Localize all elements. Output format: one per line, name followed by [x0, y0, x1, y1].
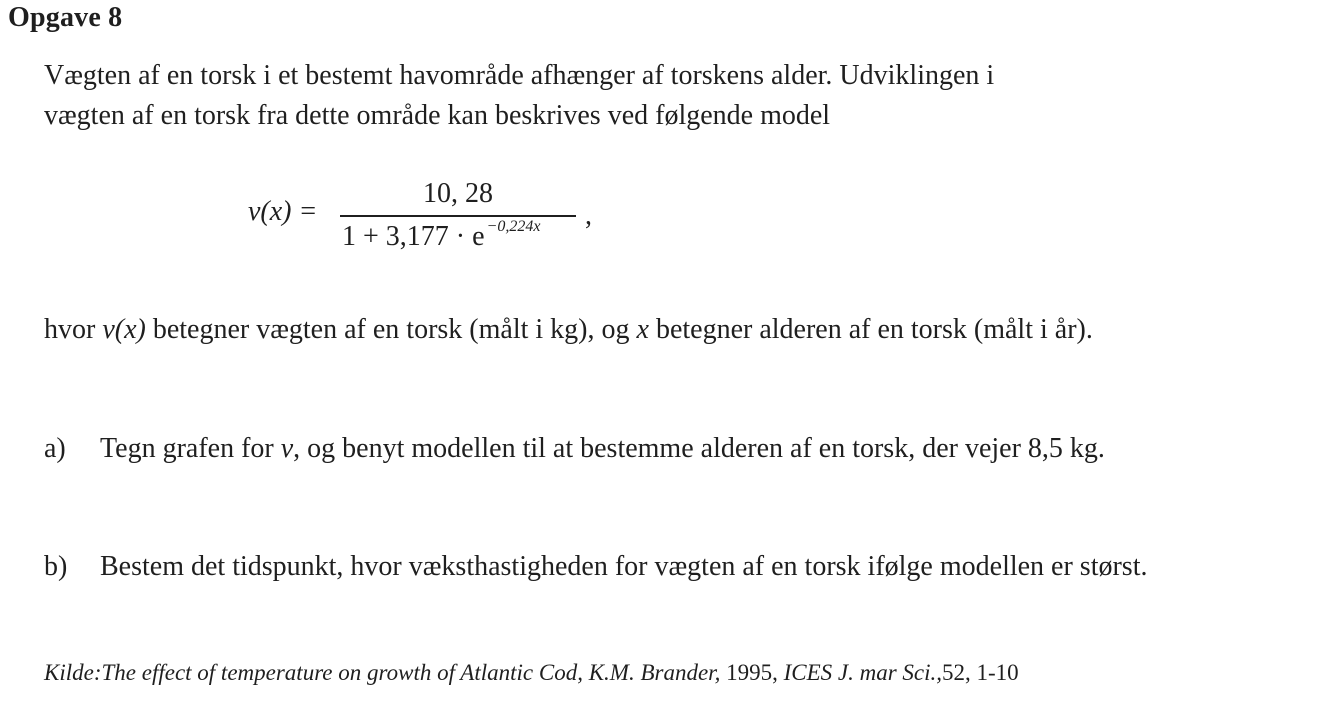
fraction-bar [340, 215, 576, 217]
source-volume: 52, 1-10 [942, 660, 1019, 685]
denominator-base: 1 + 3,177 · e [342, 221, 485, 252]
explanation-paragraph [44, 310, 1304, 350]
explanation-var-x: x [636, 314, 649, 345]
source-citation [44, 660, 1019, 686]
formula-trailing-comma: , [585, 200, 592, 231]
question-a-marker: a) [44, 433, 66, 464]
explanation-text-2: betegner vægten af en torsk (målt i kg), og [145, 314, 637, 345]
formula-lhs: v(x) = [248, 196, 318, 227]
source-journal: ICES J. mar Sci., [783, 660, 942, 685]
intro-line-2: vægten af en torsk fra dette område kan beskrives ved følgende model [44, 100, 831, 131]
formula-denominator [342, 218, 541, 253]
source-year: 1995, [720, 660, 784, 685]
denominator-exponent: −0,224x [486, 218, 541, 235]
question-b-marker: b) [44, 551, 68, 582]
formula-numerator: 10, 28 [423, 178, 493, 209]
intro-line-1: Vægten af en torsk i et bestemt havområde afhænger af torskens alder. Udviklingen i [44, 60, 995, 91]
explanation-text-3: betegner alderen af en torsk (målt i år). [648, 314, 1093, 345]
explanation-var-v: v(x) [102, 314, 146, 345]
intro-paragraph [44, 56, 994, 136]
task-heading: Opgave 8 [8, 2, 123, 33]
explanation-text-1: hvor [44, 314, 103, 345]
source-title: The effect of temperature on growth of Atlantic Cod, K.M. Brander, [101, 660, 721, 685]
source-label: Kilde: [44, 660, 102, 685]
question-b-text: Bestem det tidspunkt, hvor væksthastigheden for vægten af en torsk ifølge modellen er størst. [100, 551, 1148, 582]
question-a-text: Tegn grafen for v, og benyt modellen til at bestemme alderen af en torsk, der vejer 8,5 kg. [100, 433, 1105, 464]
